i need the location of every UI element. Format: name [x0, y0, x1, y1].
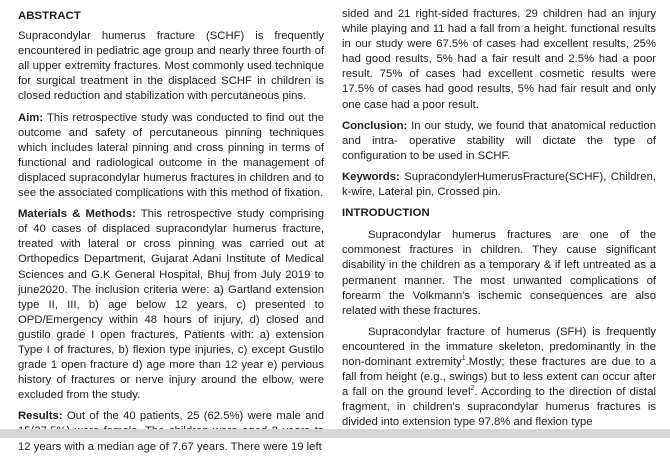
introduction-paragraph-1: Supracondylar humerus fractures are one of the commonest fractures in children. They cause significant disability in the children as a temporary & if left untreated as a permanent manner. The most unwanted complications of forearm the Volkmann's ischemic consequences are also related with these fractures.: [342, 229, 656, 317]
aim-text: This retrospective study was conducted to find out the outcome and safety of percutaneous pinning techniques which includes lateral pinning and cross pinning in terms of functional and radiological outcome in the management of displaced supracondylar humerus fractures in children and to see the associated complications with this method of fixation.: [18, 111, 324, 200]
methods-text: This retrospective study comprising of 40 cases of displaced supracondylar humerus fracture, treated with lateral or cross pinning was carried out at Orthopedics Department, Gujarat Adani Institute of Medical Sciences and G.K General Hospital, Bhuj from July 2019 to june2020. The inclusion criteria were: a) Gartland extension type II, III, b) age below 12 years, c) presented to OPD/Emergency within 48 hours of injury, d) closed and gustilo grade I open fractures, Patients with: a) extension Type I of fractures, b) flexion type injuries, c) except Gustilo grade 1 open fracture d) age more than 12 year e) pervious history of fractures or nerve injury around the elbow, were excluded from the study.: [18, 208, 324, 402]
introduction-heading: INTRODUCTION: [342, 207, 430, 220]
abstract-conclusion: [342, 119, 656, 164]
introduction-paragraph-2: [342, 325, 656, 431]
page-footer-bar: [0, 429, 670, 438]
abstract-aim: [18, 111, 324, 202]
citation-1: 1: [461, 355, 466, 363]
results-text-left: Out of the 40 patients, 25 (62.5%) were male and 12 years with a median age of 7.67 years. There were 19 left: [18, 410, 324, 453]
intro-para2-part-a: Supracondylar fracture of humerus (SFH) is frequently encountered in the immature skeleton, predominantly in the non-dominant extremity: [342, 325, 656, 368]
intro-para2-part-c: . According to the direction of distal fragment, in children's supracondylar humerus fractures is divided into extension type 97.8% and flexion type: [342, 386, 656, 429]
keywords-label: Keywords:: [342, 170, 400, 183]
keywords-text: SupracondylerHumerusFracture(SCHF), Children, k-wire, Lateral pin, Crossed pin.: [342, 170, 656, 199]
results-continued: sided and 21 right-sided fractures. 29 children had an injury while playing and 11 had a fall from a height. functional results in our study were 67.5% of cases had excellent results, 25% had good results, 5% had a fair result and 2.5% had a poor result. 75% of cases had excellent cosmetic results were 17.5% of cases had good results, 5% had fair result and only one case had a poor result.: [342, 8, 656, 111]
intro-para2-part-b: .Mostly; these fractures are due to a fall from height (e.g., swings) but to less extent can occur after a fall on the ground level: [342, 355, 656, 399]
abstract-heading: ABSTRACT: [18, 10, 81, 22]
conclusion-text: In our study, we found that anatomical reduction and intra- operative stability will dictate the type of configuration to be used in SCHF.: [342, 119, 656, 162]
abstract-intro: Supracondylar humerus fracture (SCHF) is frequently encountered in pediatric age group and nearly three fourth of all upper extremity fractures. Most commonly used technique for surgical treatment in the displaced SCHF in children is closed reduction and stabilization with percutaneous pins.: [18, 30, 324, 103]
results-label: Results:: [18, 410, 63, 423]
abstract-methods: [18, 207, 324, 403]
abstract-keywords: [342, 170, 656, 200]
conclusion-label: Conclusion:: [342, 119, 408, 132]
citation-2: 2: [470, 385, 475, 393]
aim-label: Aim:: [18, 111, 44, 124]
left-column: [18, 7, 324, 461]
right-column: [342, 7, 656, 436]
methods-label: Materials & Methods:: [18, 208, 136, 221]
